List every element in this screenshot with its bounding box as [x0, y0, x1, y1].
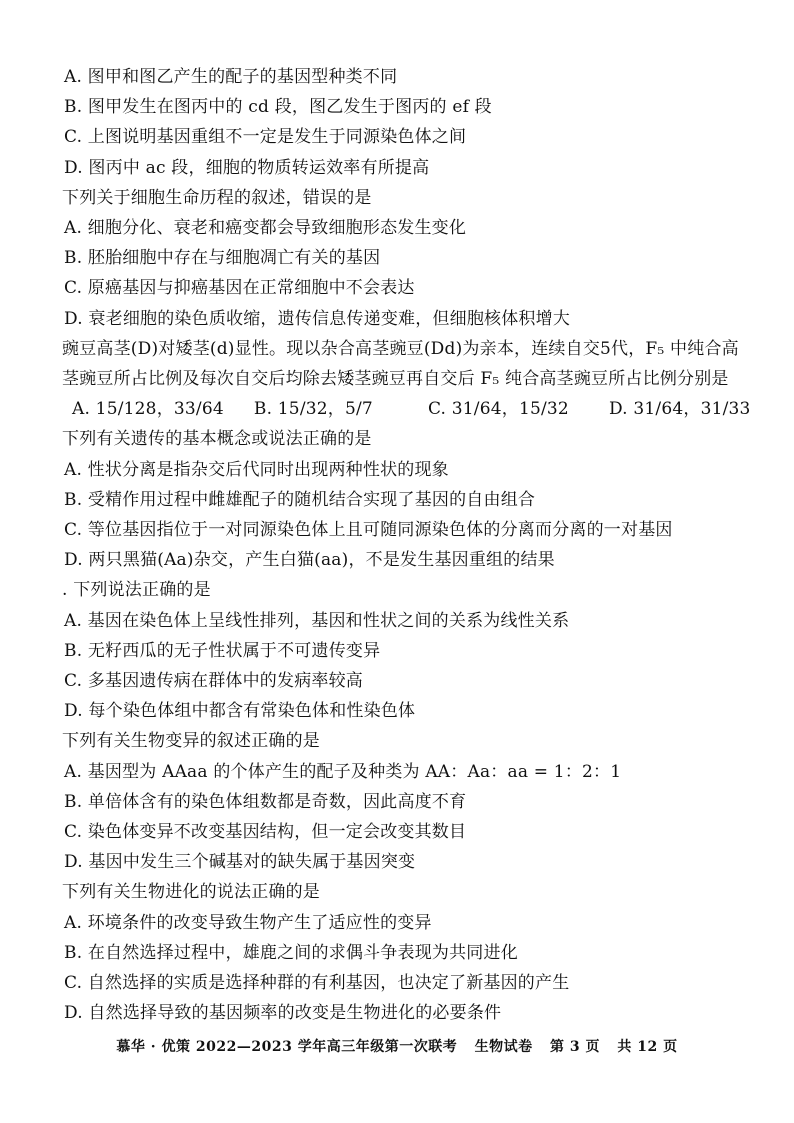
option-line: D. 基因中发生三个碱基对的缺失属于基因突变: [64, 852, 416, 873]
footer-subject: 生物试卷: [474, 1039, 533, 1055]
option-line: C. 原癌基因与抑癌基因在正常细胞中不会表达: [64, 278, 415, 299]
option-line: C. 多基因遗传病在群体中的发病率较高: [64, 671, 364, 691]
option-line: D. 每个染色体组中都含有常染色体和性染色体: [64, 701, 416, 722]
question-stem-line: 下列有关生物变异的叙述正确的是: [62, 731, 320, 752]
option-line: C. 自然选择的实质是选择种群的有利基因，也决定了新基因的产生: [64, 973, 570, 993]
footer-exam-title: 慕华 · 优策 2022—2023 学年高三年级第一次联考: [116, 1039, 458, 1055]
option-line: A. 基因在染色体上呈线性排列，基因和性状之间的关系为线性关系: [64, 610, 570, 631]
question-stem-line: 下列有关生物进化的说法正确的是: [62, 882, 320, 903]
option-line: D. 自然选择导致的基因频率的改变是生物进化的必要条件: [64, 1003, 502, 1024]
question-stem-line: 下列有关遗传的基本概念或说法正确的是: [62, 429, 372, 450]
page-footer: [0, 1036, 794, 1056]
option-line: A. 性状分离是指杂交后代同时出现两种性状的现象: [64, 459, 449, 480]
choice-b: B. 15/32，5/7: [253, 399, 373, 420]
option-line: A. 基因型为 AAaa 的个体产生的配子及种类为 AA：Aa：aa = 1：2：1: [64, 761, 622, 782]
option-line: B. 图甲发生在图丙中的 cd 段，图乙发生于图丙的 ef 段: [64, 97, 492, 118]
option-line: B. 无籽西瓜的无子性状属于不可遗传变异: [64, 640, 381, 661]
option-line: A. 环境条件的改变导致生物产生了适应性的变异: [64, 912, 432, 933]
option-line: D. 衰老细胞的染色质收缩，遗传信息传递变难，但细胞核体积增大: [64, 308, 571, 329]
question-stem-line: 豌豆高茎(D)对矮茎(d)显性。现以杂合高茎豌豆(Dd)为亲本，连续自交5代，F₅ 中纯合高: [62, 338, 739, 359]
footer-page-number: 第 3 页: [549, 1039, 600, 1055]
option-line: A. 细胞分化、衰老和癌变都会导致细胞形态发生变化: [64, 218, 467, 238]
question-stem-line: . 下列说法正确的是: [62, 580, 211, 601]
option-line: C. 等位基因指位于一对同源染色体上且可随同源染色体的分离而分离的一对基因: [64, 520, 673, 540]
option-line: D. 两只黑猫(Aa)杂交，产生白猫(aa)，不是发生基因重组的结果: [64, 550, 555, 571]
option-line: B. 在自然选择过程中，雄鹿之间的求偶斗争表现为共同进化: [64, 942, 518, 963]
question-stem-line: 下列关于细胞生命历程的叙述，错误的是: [62, 187, 372, 208]
question-stem-line: 茎豌豆所占比例及每次自交后均除去矮茎豌豆再自交后 F₅ 纯合高茎豌豆所占比例分别是: [62, 369, 729, 389]
option-line: B. 胚胎细胞中存在与细胞凋亡有关的基因: [64, 248, 381, 269]
option-line: D. 图丙中 ac 段，细胞的物质转运效率有所提高: [64, 157, 430, 178]
answer-choices-row: [0, 398, 780, 420]
footer-total-pages: 共 12 页: [617, 1039, 678, 1055]
option-line: C. 染色体变异不改变基因结构，但一定会改变其数目: [64, 822, 467, 842]
choice-d: D. 31/64，31/33: [608, 399, 751, 420]
option-line: B. 单倍体含有的染色体组数都是奇数，因此高度不育: [64, 791, 467, 812]
option-line: B. 受精作用过程中雌雄配子的随机结合实现了基因的自由组合: [64, 489, 536, 510]
option-line: C. 上图说明基因重组不一定是发生于同源染色体之间: [64, 127, 467, 148]
choice-a: A. 15/128，33/64: [72, 399, 224, 420]
choice-c: C. 31/64，15/32: [427, 399, 569, 420]
option-line: A. 图甲和图乙产生的配子的基因型种类不同: [64, 67, 398, 87]
